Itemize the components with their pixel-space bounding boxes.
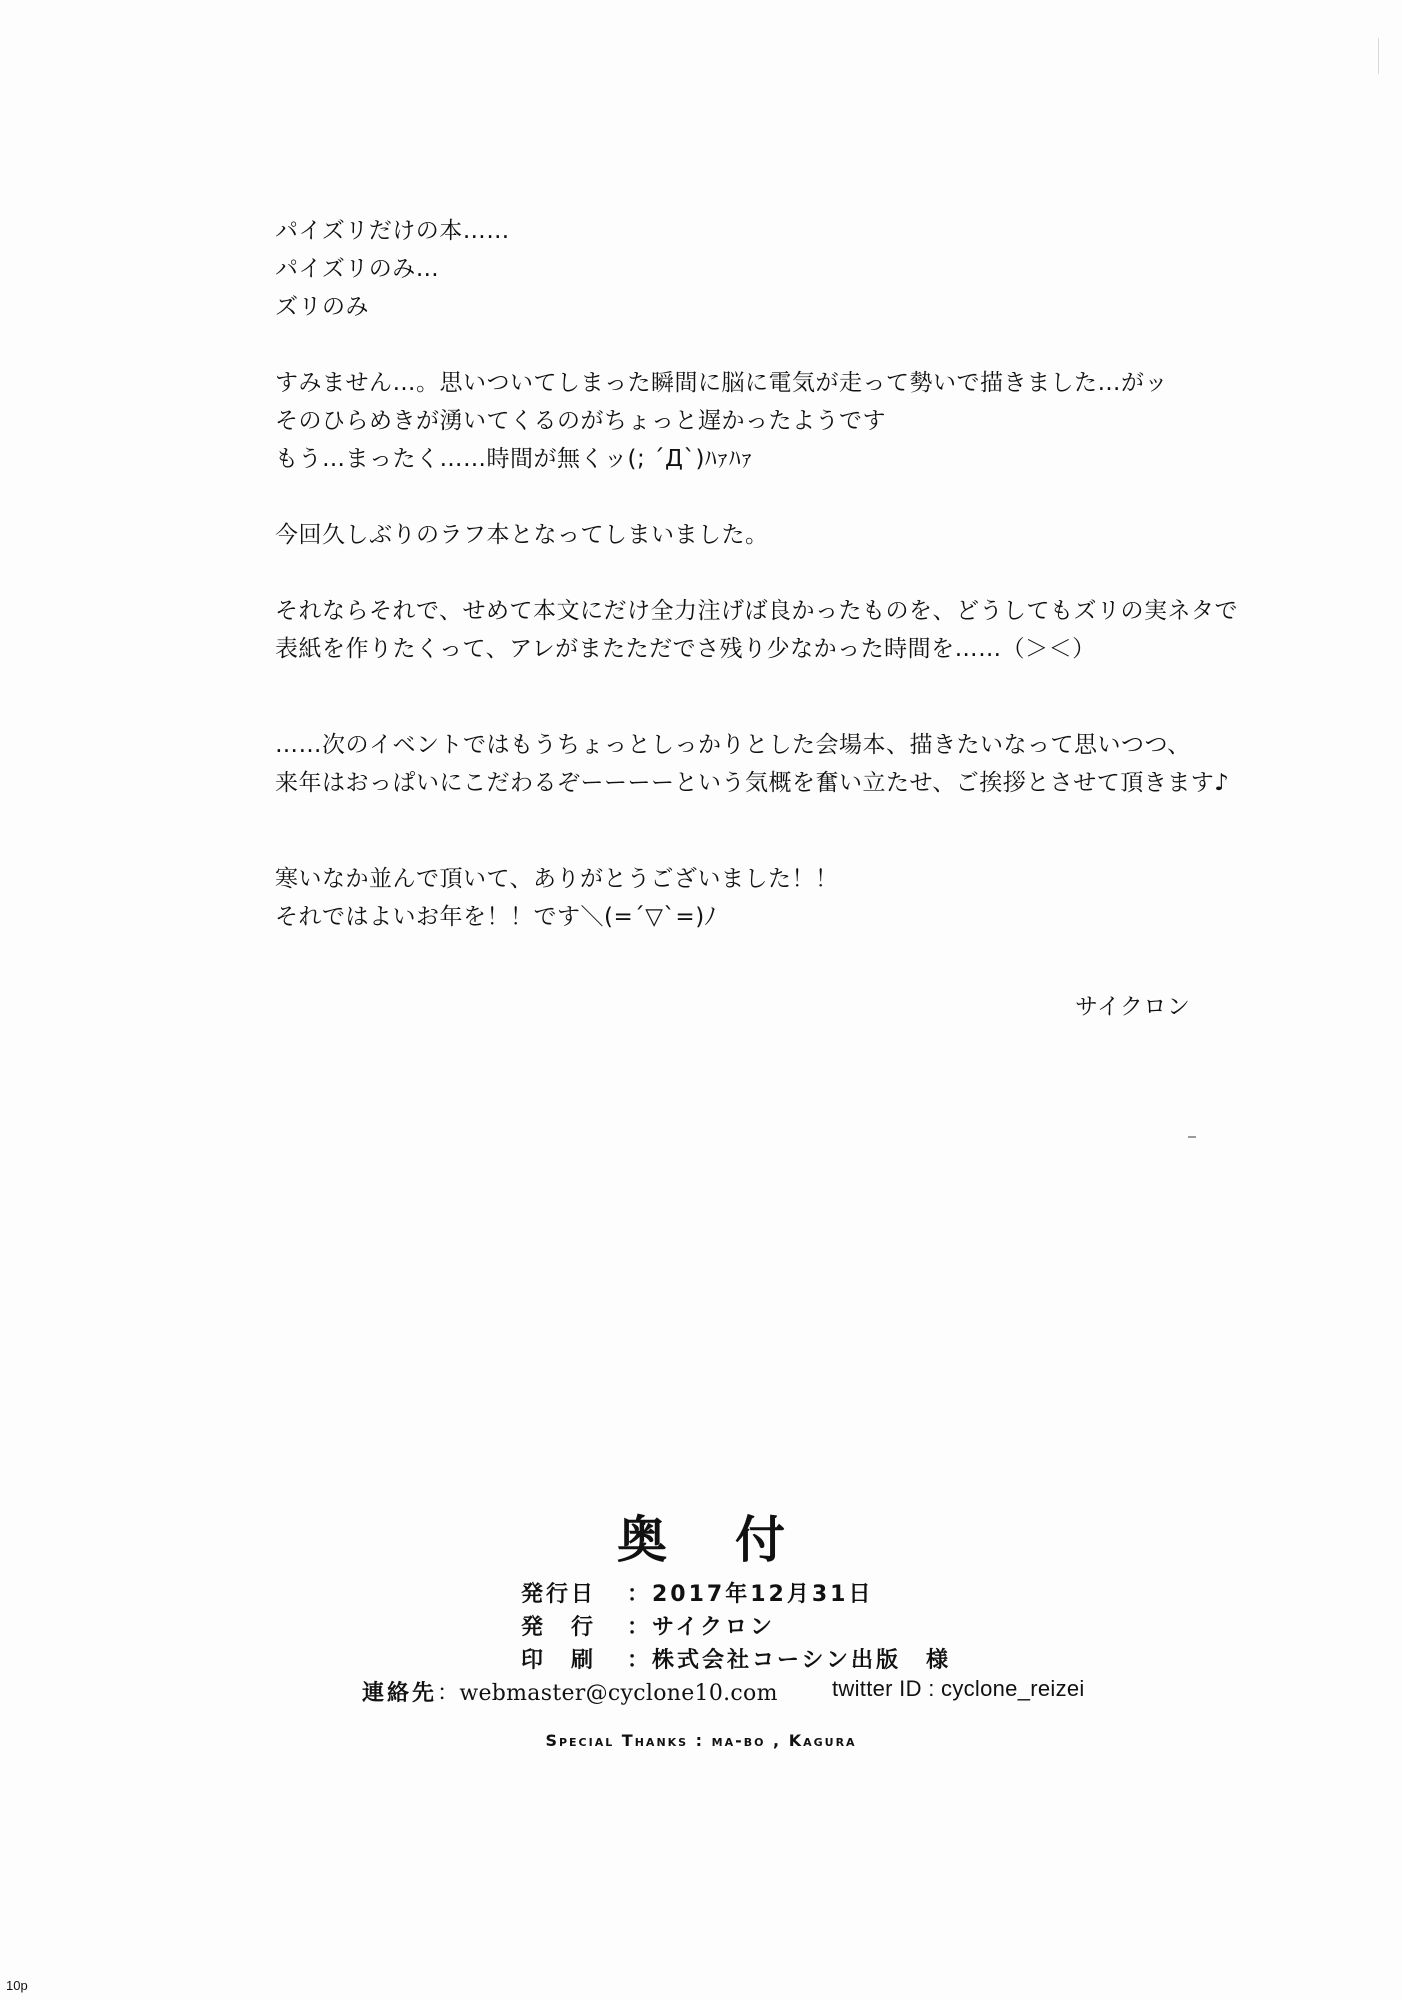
- text-line: それではよいお年を！！です＼(=´▽`=)ﾉ: [275, 904, 717, 930]
- text-line: もう…まったく……時間が無くッ(; ´Д`)ﾊｧﾊｧ: [275, 446, 753, 472]
- special-thanks: Special Thanks : ma-bo , Kagura: [545, 1731, 857, 1750]
- colophon-row-publisher: [521, 1611, 951, 1644]
- colophon-title: 奥付: [617, 1511, 853, 1569]
- colophon-key: 発行日: [521, 1582, 597, 1607]
- colophon-value: ：2017年12月31日: [627, 1582, 874, 1607]
- colophon-row-printer: [521, 1644, 951, 1677]
- text-line: それならそれで、せめて本文にだけ全力注げば良かったものを、どうしてもズリの実ネタで: [275, 598, 1239, 624]
- text-line: すみません…。思いついてしまった瞬間に脳に電気が走って勢いで描きました…がッ: [275, 370, 1168, 396]
- text-line: 寒いなか並んで頂いて、ありがとうございました！！: [275, 866, 839, 892]
- text-line: パイズリのみ…: [275, 256, 440, 282]
- afterword-paragraph-3: [275, 516, 1315, 554]
- twitter-id: twitter ID : cyclone_reizei: [832, 1676, 1085, 1701]
- afterword-paragraph-1: [275, 212, 1315, 326]
- afterword-paragraph-6: [275, 860, 1315, 936]
- text-line: パイズリだけの本……: [275, 218, 510, 244]
- page-number: 10p: [6, 1978, 28, 1993]
- author-signature: サイクロン: [1075, 994, 1191, 1020]
- text-line: そのひらめきが湧いてくるのがちょっと遅かったようです: [275, 408, 886, 434]
- afterword-paragraph-2: [275, 364, 1315, 478]
- afterword-text: [275, 212, 1315, 936]
- colophon-value: ：サイクロン: [627, 1615, 776, 1640]
- colophon-row-publish-date: [521, 1578, 951, 1611]
- contact-email: ：webmaster@cyclone10.com: [437, 1681, 778, 1706]
- afterword-paragraph-4: [275, 592, 1315, 668]
- scan-speck: [1188, 1136, 1196, 1138]
- text-line: ……次のイベントではもうちょっとしっかりとした会場本、描きたいなって思いつつ、: [275, 732, 1191, 758]
- contact-key: 連絡先: [362, 1681, 438, 1706]
- paragraph-gap: [275, 802, 1315, 860]
- colophon-key: 印 刷: [521, 1648, 597, 1673]
- text-line: 来年はおっぱいにこだわるぞーーーーという気概を奮い立たせ、ご挨拶とさせて頂きます♪: [275, 770, 1230, 796]
- text-line: 表紙を作りたくって、アレがまたただでさ残り少なかった時間を……（＞＜）: [275, 636, 1096, 662]
- paragraph-gap: [275, 554, 1315, 592]
- text-line: ズリのみ: [275, 294, 369, 320]
- afterword-paragraph-5: [275, 726, 1315, 802]
- paragraph-gap: [275, 478, 1315, 516]
- scan-speck: [1378, 38, 1379, 74]
- text-line: 今回久しぶりのラフ本となってしまいました。: [275, 522, 769, 548]
- colophon-contact: [362, 1676, 1102, 1707]
- colophon-key: 発 行: [521, 1615, 597, 1640]
- colophon-value: ：株式会社コーシン出版 様: [627, 1648, 952, 1673]
- colophon-details: [521, 1578, 951, 1677]
- paragraph-gap: [275, 326, 1315, 364]
- paragraph-gap: [275, 668, 1315, 726]
